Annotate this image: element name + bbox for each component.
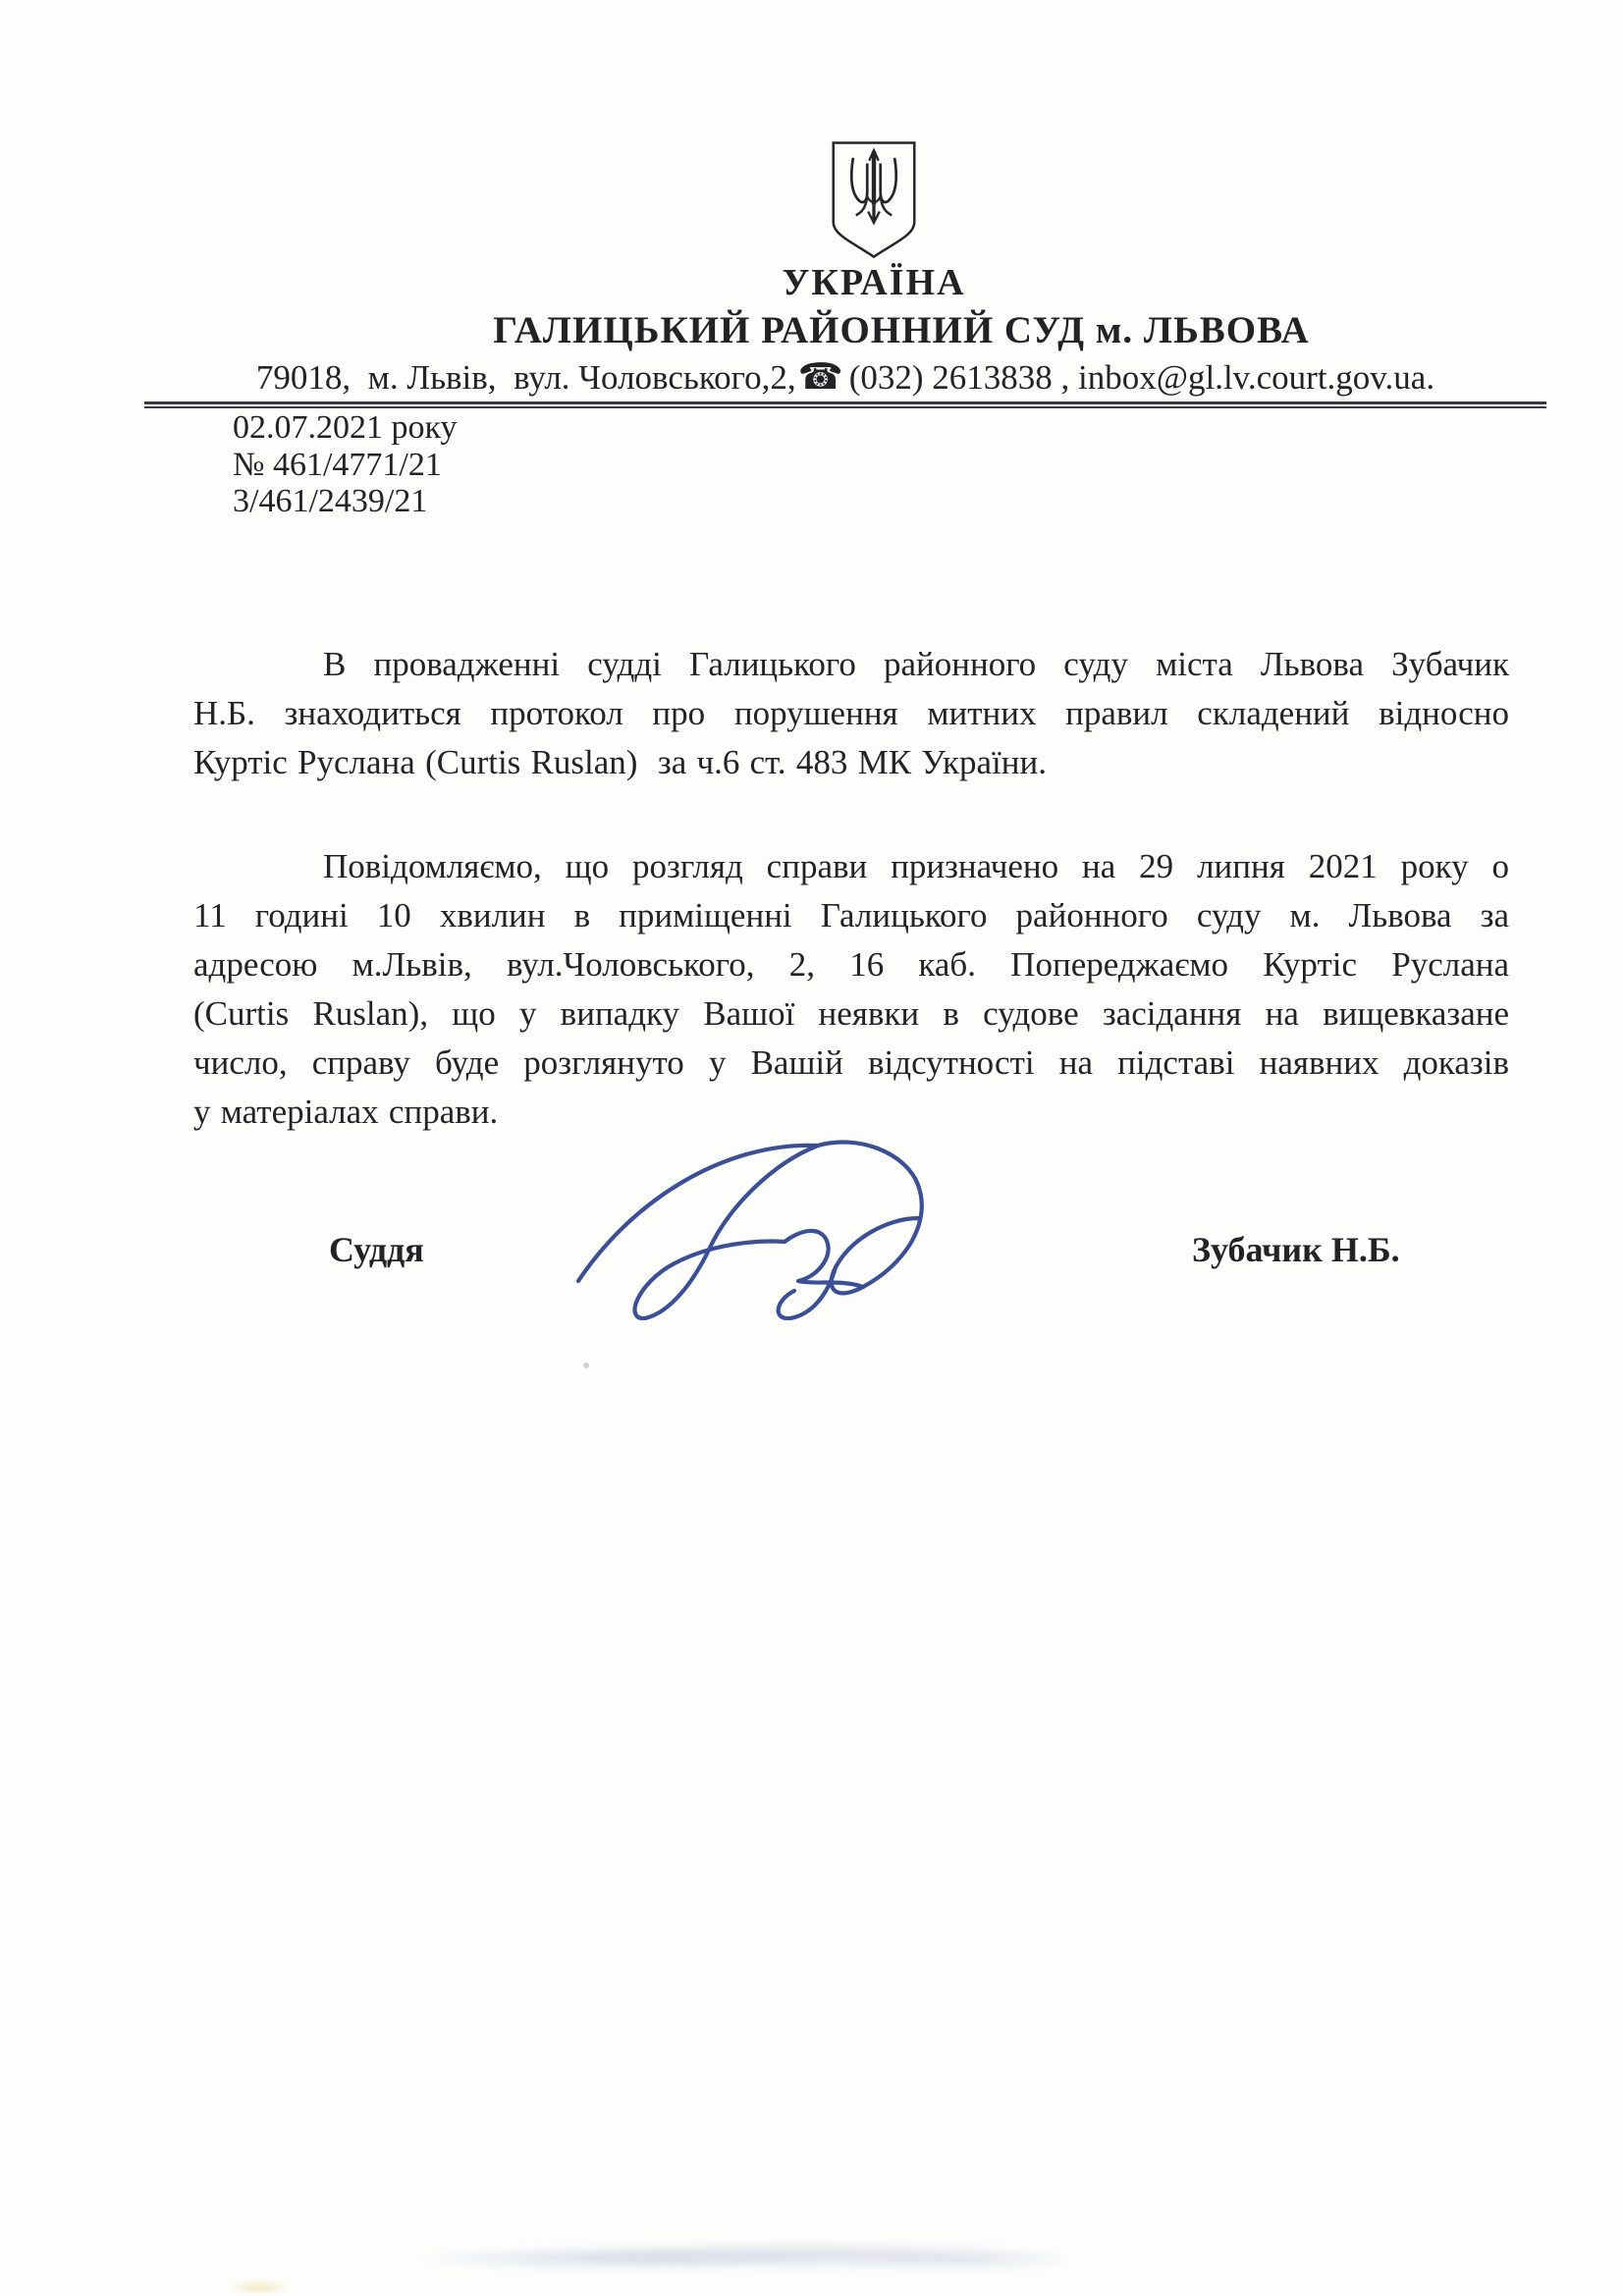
address-separator: ,	[1052, 358, 1079, 397]
scan-artifact-dot	[583, 1362, 589, 1368]
court-address-line	[256, 355, 1434, 399]
court-name: ГАЛИЦЬКИЙ РАЙОННИЙ СУД м. ЛЬВОВА	[493, 309, 1310, 351]
text-line: Н.Б. знаходиться протокол про порушення митних правил складений відносно	[193, 694, 1509, 732]
ukraine-trident-emblem	[827, 137, 921, 263]
text-line: Куртіс Руслана (Curtis Ruslan) за ч.6 ст. 483 МК України.	[193, 743, 1047, 781]
judge-signature-ink	[565, 1134, 967, 1320]
body-paragraph-2	[193, 842, 1509, 1137]
address-email: inbox@gl.lv.court.gov.ua.	[1078, 358, 1435, 397]
country-title: УКРАЇНА	[782, 262, 966, 303]
text-line: число, справу буде розглянуто у Вашій відсутності на підставі наявних доказів	[193, 1043, 1509, 1082]
text-line: у матеріалах справи.	[193, 1093, 499, 1131]
header-divider	[144, 401, 1546, 408]
case-number: № 461/4771/21	[233, 446, 442, 483]
letter-date: 02.07.2021 року	[233, 409, 458, 446]
scan-artifact-speck	[224, 2277, 295, 2294]
proceedings-number: 3/461/2439/21	[233, 483, 428, 519]
signer-role-label: Суддя	[329, 1230, 424, 1269]
body-paragraph-1	[193, 640, 1509, 787]
text-line: (Curtis Ruslan), що у випадку Вашої неявки в судове засідання на вищевказане	[193, 994, 1509, 1033]
reference-block	[233, 409, 458, 520]
address-location: 79018, м. Львів, вул. Чоловського,2,	[255, 358, 796, 397]
text-line: В провадженні судді Галицького районного суду міста Львова Зубачик	[323, 645, 1509, 683]
scan-artifact-smudge	[422, 2240, 1060, 2273]
address-phone: (032) 2613838	[848, 358, 1053, 397]
text-line: Повідомляємо, що розгляд справи призначено на 29 липня 2021 року о	[323, 847, 1509, 885]
judge-name: Зубачик Н.Б.	[1192, 1230, 1400, 1269]
text-line: 11 годині 10 хвилин в приміщенні Галицького районного суду м. Львова за	[193, 896, 1509, 934]
phone-icon: ☎	[797, 357, 843, 398]
text-line: адресою м.Львів, вул.Чоловського, 2, 16 каб. Попереджаємо Куртіс Руслана	[193, 945, 1509, 984]
